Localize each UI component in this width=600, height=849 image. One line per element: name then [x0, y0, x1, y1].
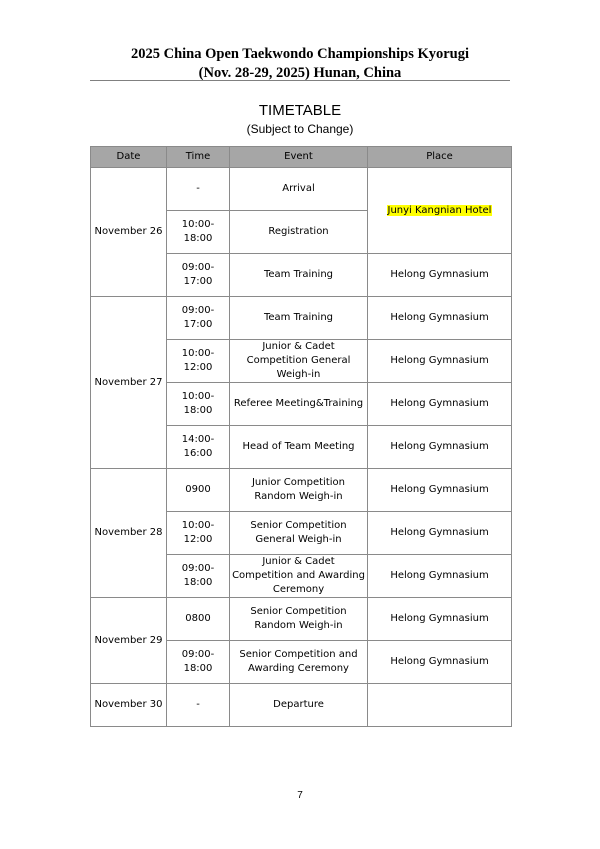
- page-number: 7: [297, 790, 303, 801]
- timetable-subtitle: (Subject to Change): [246, 122, 354, 136]
- date-cell: November 26: [91, 168, 167, 297]
- time-cell: 0900: [167, 469, 230, 512]
- time-cell: 09:00-18:00: [167, 641, 230, 684]
- place-cell: Helong Gymnasium: [368, 340, 512, 383]
- header-time: Time: [167, 147, 230, 168]
- place-cell: [368, 168, 512, 254]
- event-cell: Junior & Cadet Competition and Awarding Ceremony: [230, 555, 368, 598]
- table-row: [91, 297, 512, 340]
- table-row: [91, 168, 512, 211]
- time-cell: 10:00-18:00: [167, 211, 230, 254]
- event-cell: Head of Team Meeting: [230, 426, 368, 469]
- time-cell: 09:00-17:00: [167, 254, 230, 297]
- document-title: 2025 China Open Taekwondo Championships Kyorugi: [130, 46, 470, 62]
- event-cell: Departure: [230, 684, 368, 727]
- place-cell: Helong Gymnasium: [368, 598, 512, 641]
- date-cell: November 28: [91, 469, 167, 598]
- event-cell: Junior Competition Random Weigh-in: [230, 469, 368, 512]
- event-cell: Registration: [230, 211, 368, 254]
- highlighted-place: Junyi Kangnian Hotel: [387, 204, 492, 216]
- table-row: [91, 469, 512, 512]
- event-cell: Senior Competition General Weigh-in: [230, 512, 368, 555]
- date-cell: November 30: [91, 684, 167, 727]
- time-cell: 09:00-18:00: [167, 555, 230, 598]
- header-place: Place: [368, 147, 512, 168]
- time-cell: 10:00-18:00: [167, 383, 230, 426]
- place-cell: Helong Gymnasium: [368, 512, 512, 555]
- event-cell: Senior Competition and Awarding Ceremony: [230, 641, 368, 684]
- place-cell: Helong Gymnasium: [368, 426, 512, 469]
- event-cell: Senior Competition Random Weigh-in: [230, 598, 368, 641]
- header-event: Event: [230, 147, 368, 168]
- event-cell: Referee Meeting&Training: [230, 383, 368, 426]
- place-cell: Helong Gymnasium: [368, 383, 512, 426]
- timetable-title: TIMETABLE: [258, 102, 342, 119]
- time-cell: 14:00- 16:00: [167, 426, 230, 469]
- event-cell: Team Training: [230, 254, 368, 297]
- time-cell: -: [167, 684, 230, 727]
- table-row: [91, 598, 512, 641]
- place-cell: Helong Gymnasium: [368, 297, 512, 340]
- date-cell: November 29: [91, 598, 167, 684]
- place-cell: Helong Gymnasium: [368, 641, 512, 684]
- event-cell: Arrival: [230, 168, 368, 211]
- time-cell: -: [167, 168, 230, 211]
- header-date: Date: [91, 147, 167, 168]
- date-cell: November 27: [91, 297, 167, 469]
- header-divider: [90, 80, 510, 81]
- timetable-table: [90, 146, 512, 727]
- event-cell: Junior & Cadet Competition General Weigh-in: [230, 340, 368, 383]
- time-cell: 10:00- 12:00: [167, 512, 230, 555]
- place-cell: Helong Gymnasium: [368, 555, 512, 598]
- document-subtitle: (Nov. 28-29, 2025) Hunan, China: [198, 65, 402, 81]
- time-cell: 0800: [167, 598, 230, 641]
- table-row: [91, 684, 512, 727]
- place-cell: Helong Gymnasium: [368, 469, 512, 512]
- table-header-row: [91, 147, 512, 168]
- place-cell: Helong Gymnasium: [368, 254, 512, 297]
- event-cell: Team Training: [230, 297, 368, 340]
- time-cell: 10:00- 12:00: [167, 340, 230, 383]
- time-cell: 09:00-17:00: [167, 297, 230, 340]
- place-cell: [368, 684, 512, 727]
